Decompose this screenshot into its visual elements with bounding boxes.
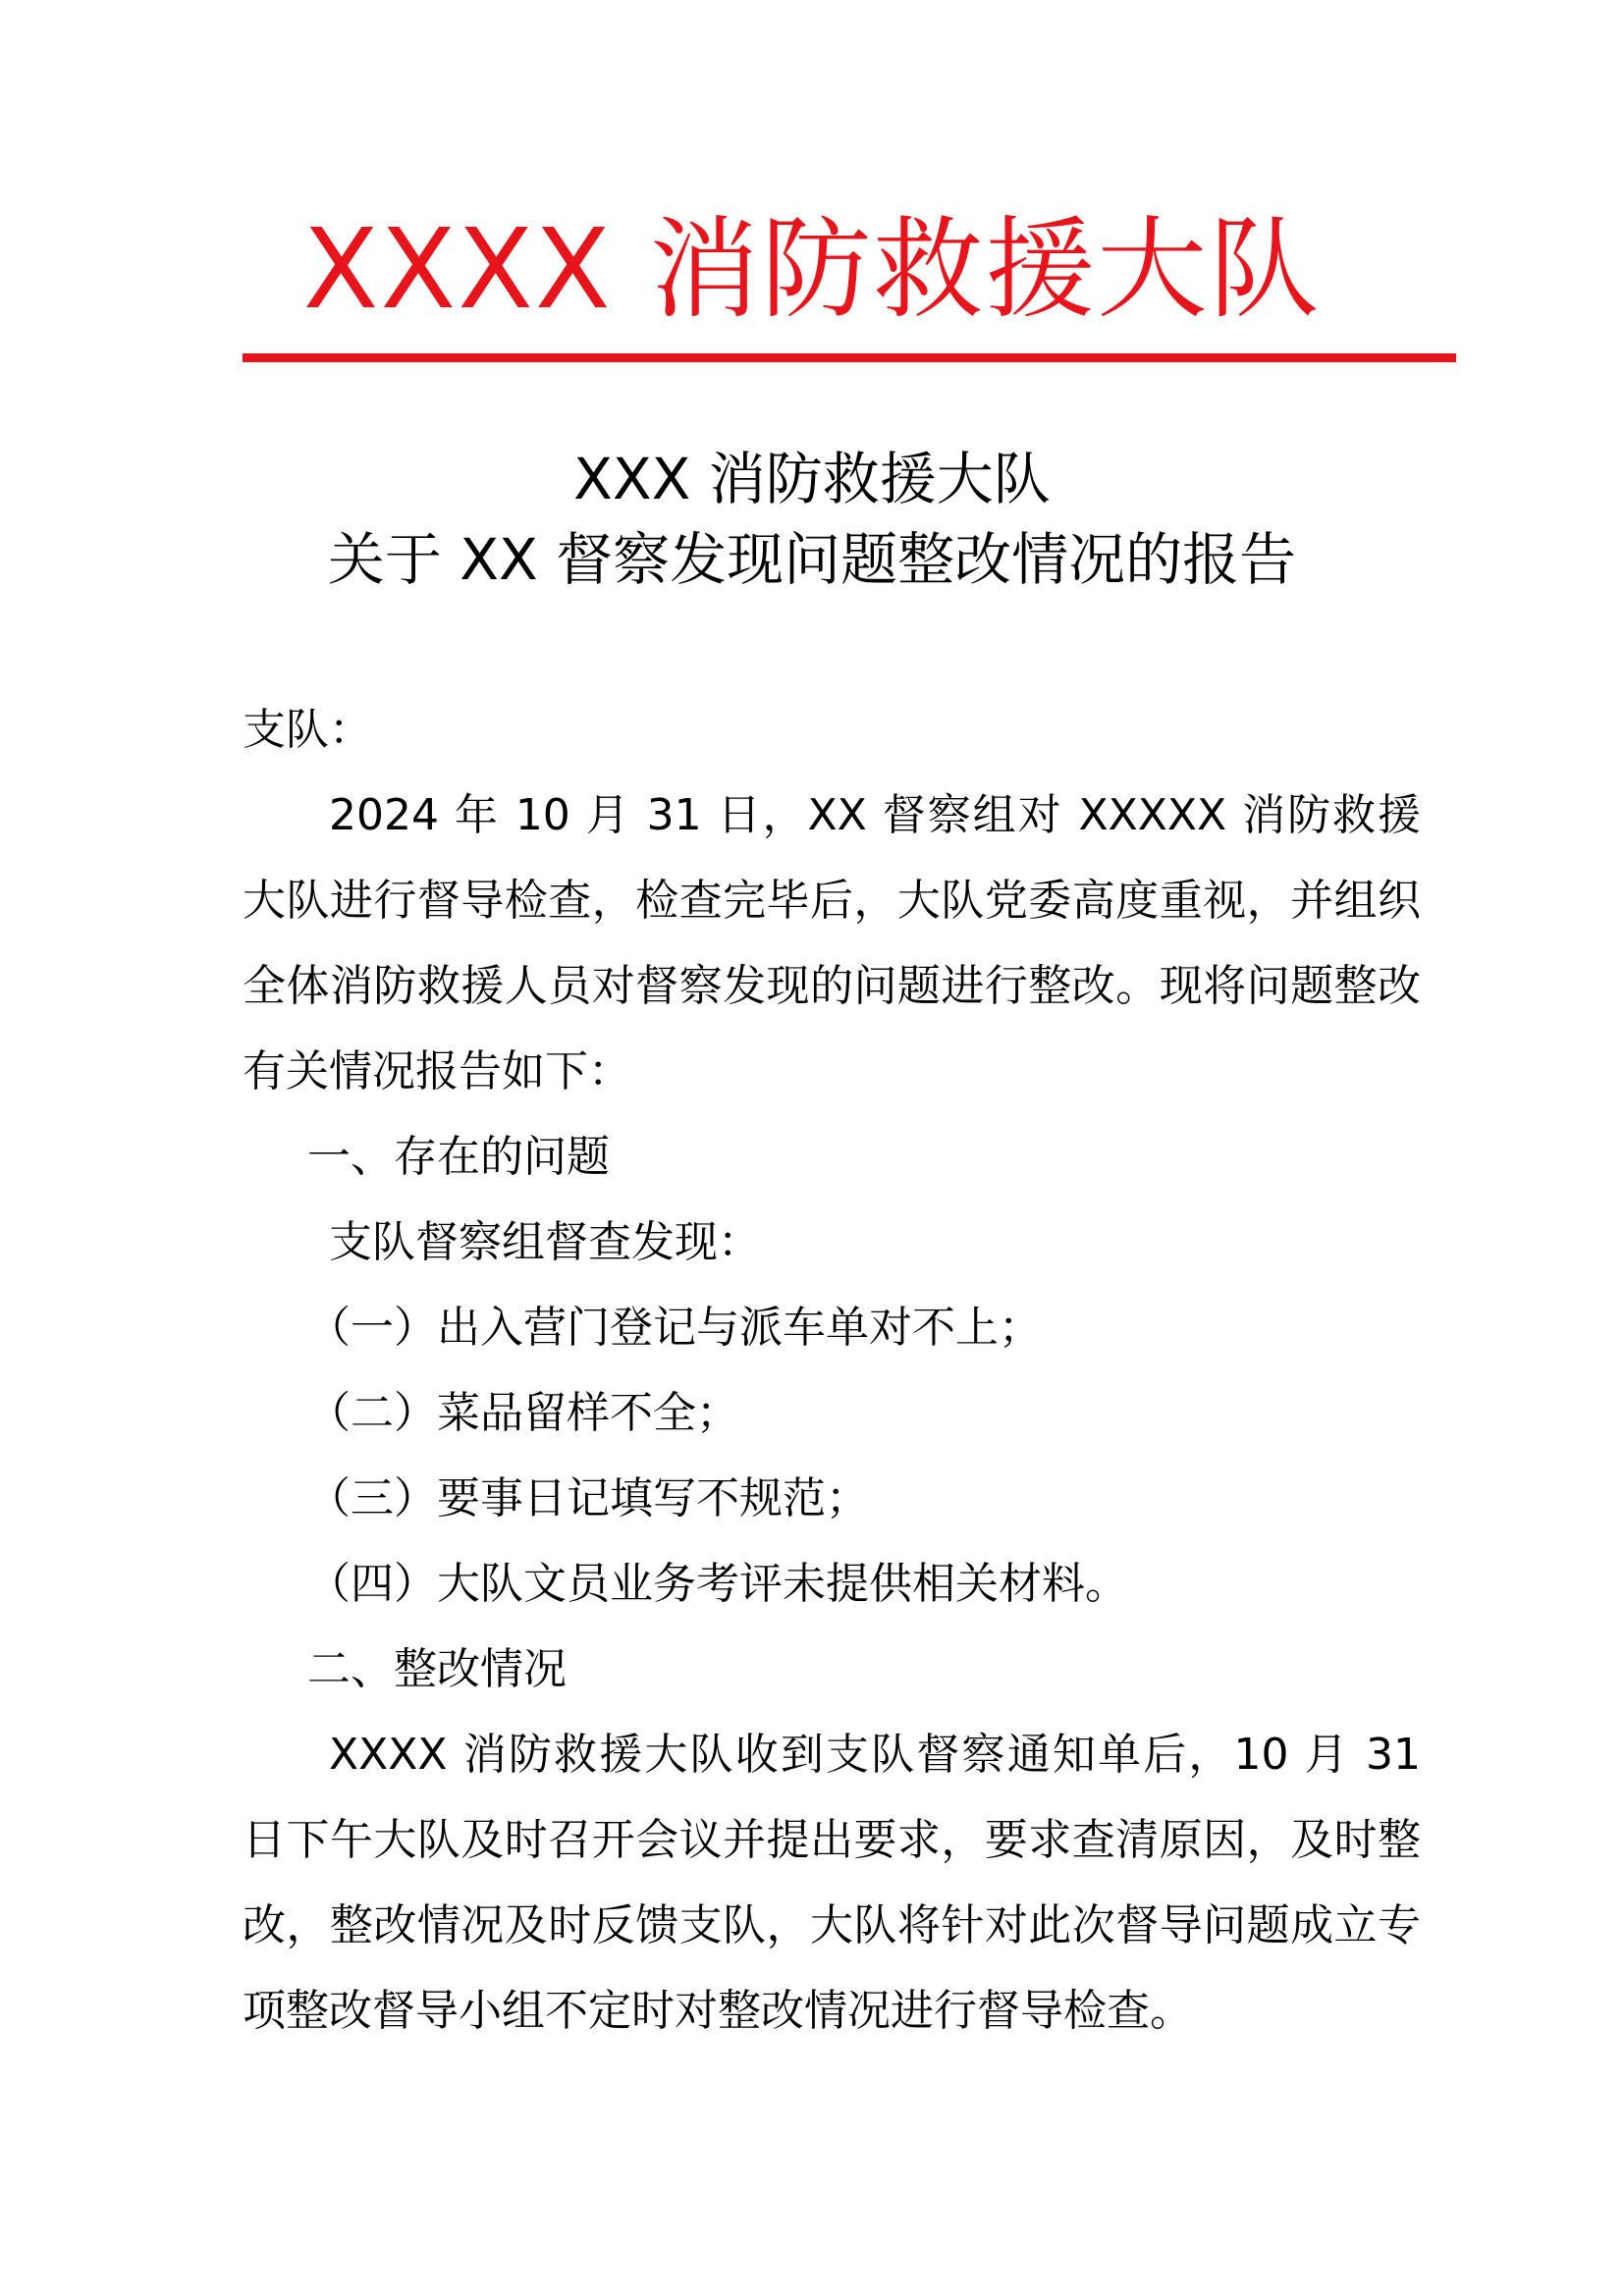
document-title-line2: 关于 XX 督察发现问题整改情况的报告 [327, 526, 1297, 593]
salutation: 支队： [243, 705, 372, 755]
issue-item: （二）菜品留样不全； [307, 1388, 739, 1438]
issue-item: （一）出入营门登记与派车单对不上； [307, 1303, 1042, 1353]
letterhead-red-rule [243, 353, 1456, 362]
section2-paragraph: XXXX 消防救援大队收到支队督察通知单后，10 月 31 日下午大队及时召开会议并提出要求，要求查清原因，及时整改，整改情况及时反馈支队，大队将针对此次督导问题成立专项整改督导小组不定时对整改情况进行督导检查。 [243, 1730, 1421, 2036]
issue-item: （四）大队文员业务考评未提供相关材料。 [307, 1559, 1128, 1609]
section2-heading: 二、整改情况 [307, 1644, 567, 1694]
section1-heading: 一、存在的问题 [307, 1132, 610, 1182]
letterhead-title: XXXX 消防救援大队 [302, 206, 1322, 334]
document-title-line1: XXX 消防救援大队 [573, 446, 1051, 512]
section1-lead: 支队督察组督查发现： [329, 1217, 761, 1267]
intro-paragraph: 2024 年 10 月 31 日，XX 督察组对 XXXXX 消防救援大队进行督导检查，检查完毕后，大队党委高度重视，并组织全体消防救援人员对督察发现的问题进行整改。现将问题整改有关情况报告如下： [243, 790, 1421, 1096]
document-body [243, 687, 1421, 2054]
issue-item: （三）要事日记填写不规范； [307, 1473, 869, 1523]
